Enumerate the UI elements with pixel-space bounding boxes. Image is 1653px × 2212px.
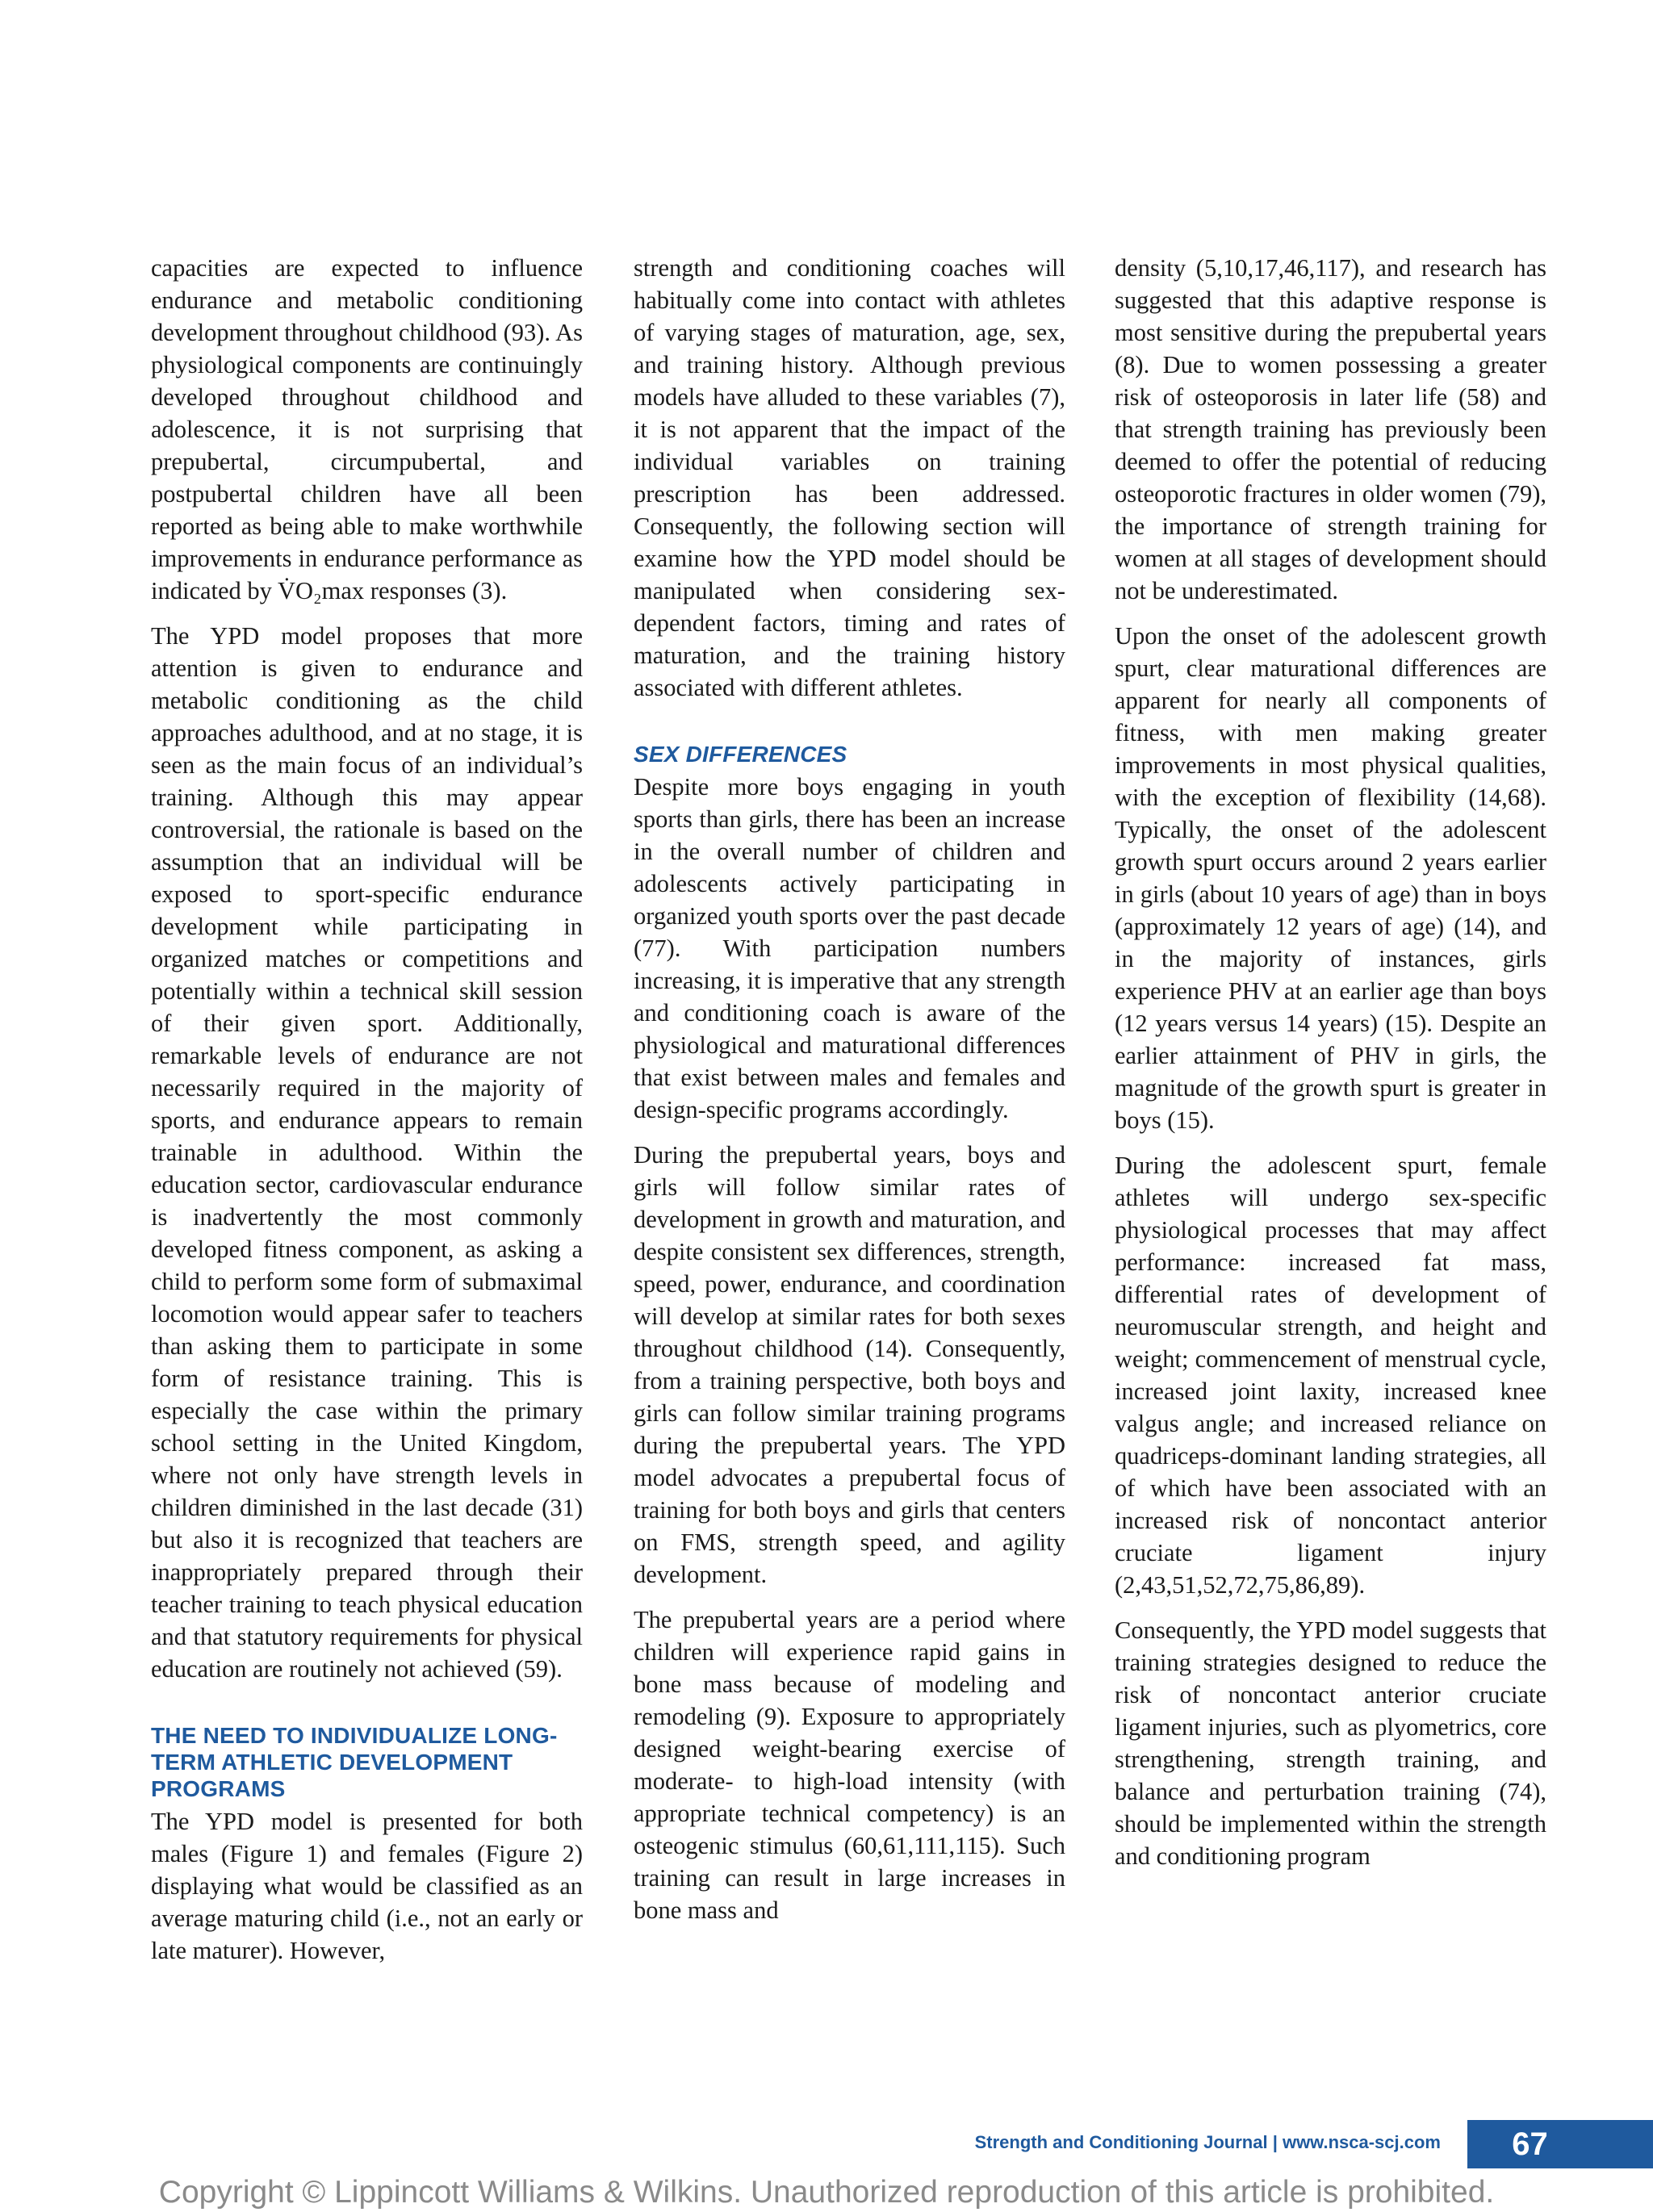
paragraph: The YPD model proposes that more attention is given to endurance and metabolic conditioning as the child approaches adulthood, and at no stage, it is seen as the main focus of an individual’s training. Although this may appear controversial, the rationale is based on the assumption that an individual will be exposed to sport-specific endurance development while participating in organized matches or competitions and potentially within a technical skill session of their given sport. Additionally, remarkable levels of endurance are not necessarily required in the majority of sports, and endurance appears to remain trainable in adulthood. Within the education sector, cardiovascular endurance is inadvertently the most commonly developed fitness component, as asking a child to perform some form of submaximal locomotion would appear safer to teachers than asking them to participate in some form of resistance training. This is especially the case within the primary school setting in the United Kingdom, where not only have strength levels in children diminished in the last decade (31) but also it is recognized that teachers are inappropriately prepared through their teacher training to teach physical education and that statutory requirements for physical education are routinely not achieved (59).: [151, 622, 583, 1683]
page-number-box: [1467, 2120, 1653, 2168]
paragraph: The YPD model is presented for both males (Figure 1) and females (Figure 2) displaying what would be classified as an average maturing child (i.e., not an early or late maturer). However,: [151, 1808, 583, 1964]
paragraph: density (5,10,17,46,117), and research has suggested that this adaptive response is most sensitive during the prepubertal years (8). Due to women possessing a greater risk of osteoporosis in later life (58) and that strength training has previously been deemed to offer the potential of reducing osteoporotic fractures in older women (79), the importance of strength training for women at all stages of development should not be underestimated.: [1115, 254, 1546, 604]
paragraph: During the prepubertal years, boys and girls will follow similar rates of development in growth and maturation, and despite consistent sex differences, strength, speed, power, endurance, and coordination will develop at similar rates for both sexes throughout childhood (14). Consequently, from a training perspective, both boys and girls can follow similar training programs during the prepubertal years. The YPD model advocates a prepubertal focus of training for both boys and girls that centers on FMS, strength speed, and agility development.: [634, 1141, 1065, 1588]
paragraph: The prepubertal years are a period where children will experience rapid gains in bone mass because of modeling and remodeling (9). Exposure to appropriately designed weight-bearing exercise of moderate- to high-load intensity (with appropriate technical competency) is an osteogenic stimulus (60,61,111,115). Such training can result in large increases in bone mass and: [634, 1606, 1065, 1924]
paragraph: During the adolescent spurt, female athletes will undergo sex-specific physiological processes that may affect performance: increased fat mass, differential rates of development of neuromuscular strength, and height and weight; commencement of menstrual cycle, increased joint laxity, increased knee valgus angle; and increased reliance on quadriceps-dominant landing strategies, all of which have been associated with an increased risk of noncontact anterior cruciate ligament injury (2,43,51,52,72,75,86,89).: [1115, 1152, 1546, 1599]
paragraph: Upon the onset of the adolescent growth spurt, clear maturational differences are apparent for nearly all components of fitness, with men making greater improvements in most physical qualities, with the exception of flexibility (14,68). Typically, the onset of the adolescent growth spurt occurs around 2 years earlier in girls (about 10 years of age) than in boys (approximately 12 years of age) (14), and in the majority of instances, girls experience PHV at an earlier age than boys (12 years versus 14 years) (15). Despite an earlier attainment of PHV in girls, the magnitude of the growth spurt is greater in boys (15).: [1115, 622, 1546, 1134]
text-column-2: [634, 252, 1065, 1939]
section-heading-sex-differences: SEX DIFFERENCES: [634, 742, 847, 767]
paragraph: strength and conditioning coaches will habitually come into contact with athletes of varying stages of maturation, age, sex, and training history. Although previous models have alluded to these variables (7), it is not apparent that the impact of the individual variables on training prescription has been addressed. Consequently, the following section will examine how the YPD model should be manipulated when considering sex-dependent factors, timing and rates of maturation, and the training history associated with different athletes.: [634, 254, 1065, 701]
page-number: 67: [1512, 2126, 1548, 2162]
paragraph: Despite more boys engaging in youth sports than girls, there has been an increase in the overall number of children and adolescents actively participating in organized youth sports over the past decade (77). With participation numbers increasing, it is imperative that any strength and conditioning coach is aware of the physiological and maturational differences that exist between males and females and design-specific programs accordingly.: [634, 773, 1065, 1123]
text-column-3: [1115, 252, 1546, 1885]
paragraph: Consequently, the YPD model suggests that training strategies designed to reduce the risk of noncontact anterior cruciate ligament injuries, such as plyometrics, core strengthening, strength training, and balance and perturbation training (74), should be implemented within the strength and conditioning program: [1115, 1616, 1546, 1870]
journal-footer: Strength and Conditioning Journal | www.nsca-scj.com: [974, 2132, 1441, 2152]
paragraph: capacities are expected to influence endurance and metabolic conditioning development throughout childhood (93). As physiological components are continuingly developed throughout childhood and adolescence, it is not surprising that prepubertal, circumpubertal, and postpubertal children have all been reported as being able to make worthwhile improvements in endurance performance as indicated by V̇O₂max responses (3).: [151, 254, 583, 604]
text-column-1: [151, 252, 583, 1980]
section-heading-individualize: THE NEED TO INDIVIDUALIZE LONG-TERM ATHLETIC DEVELOPMENT PROGRAMS: [151, 1723, 558, 1801]
copyright-notice: Copyright © Lippincott Williams & Wilkins. Unauthorized reproduction of this article is prohibited.: [158, 2175, 1495, 2210]
